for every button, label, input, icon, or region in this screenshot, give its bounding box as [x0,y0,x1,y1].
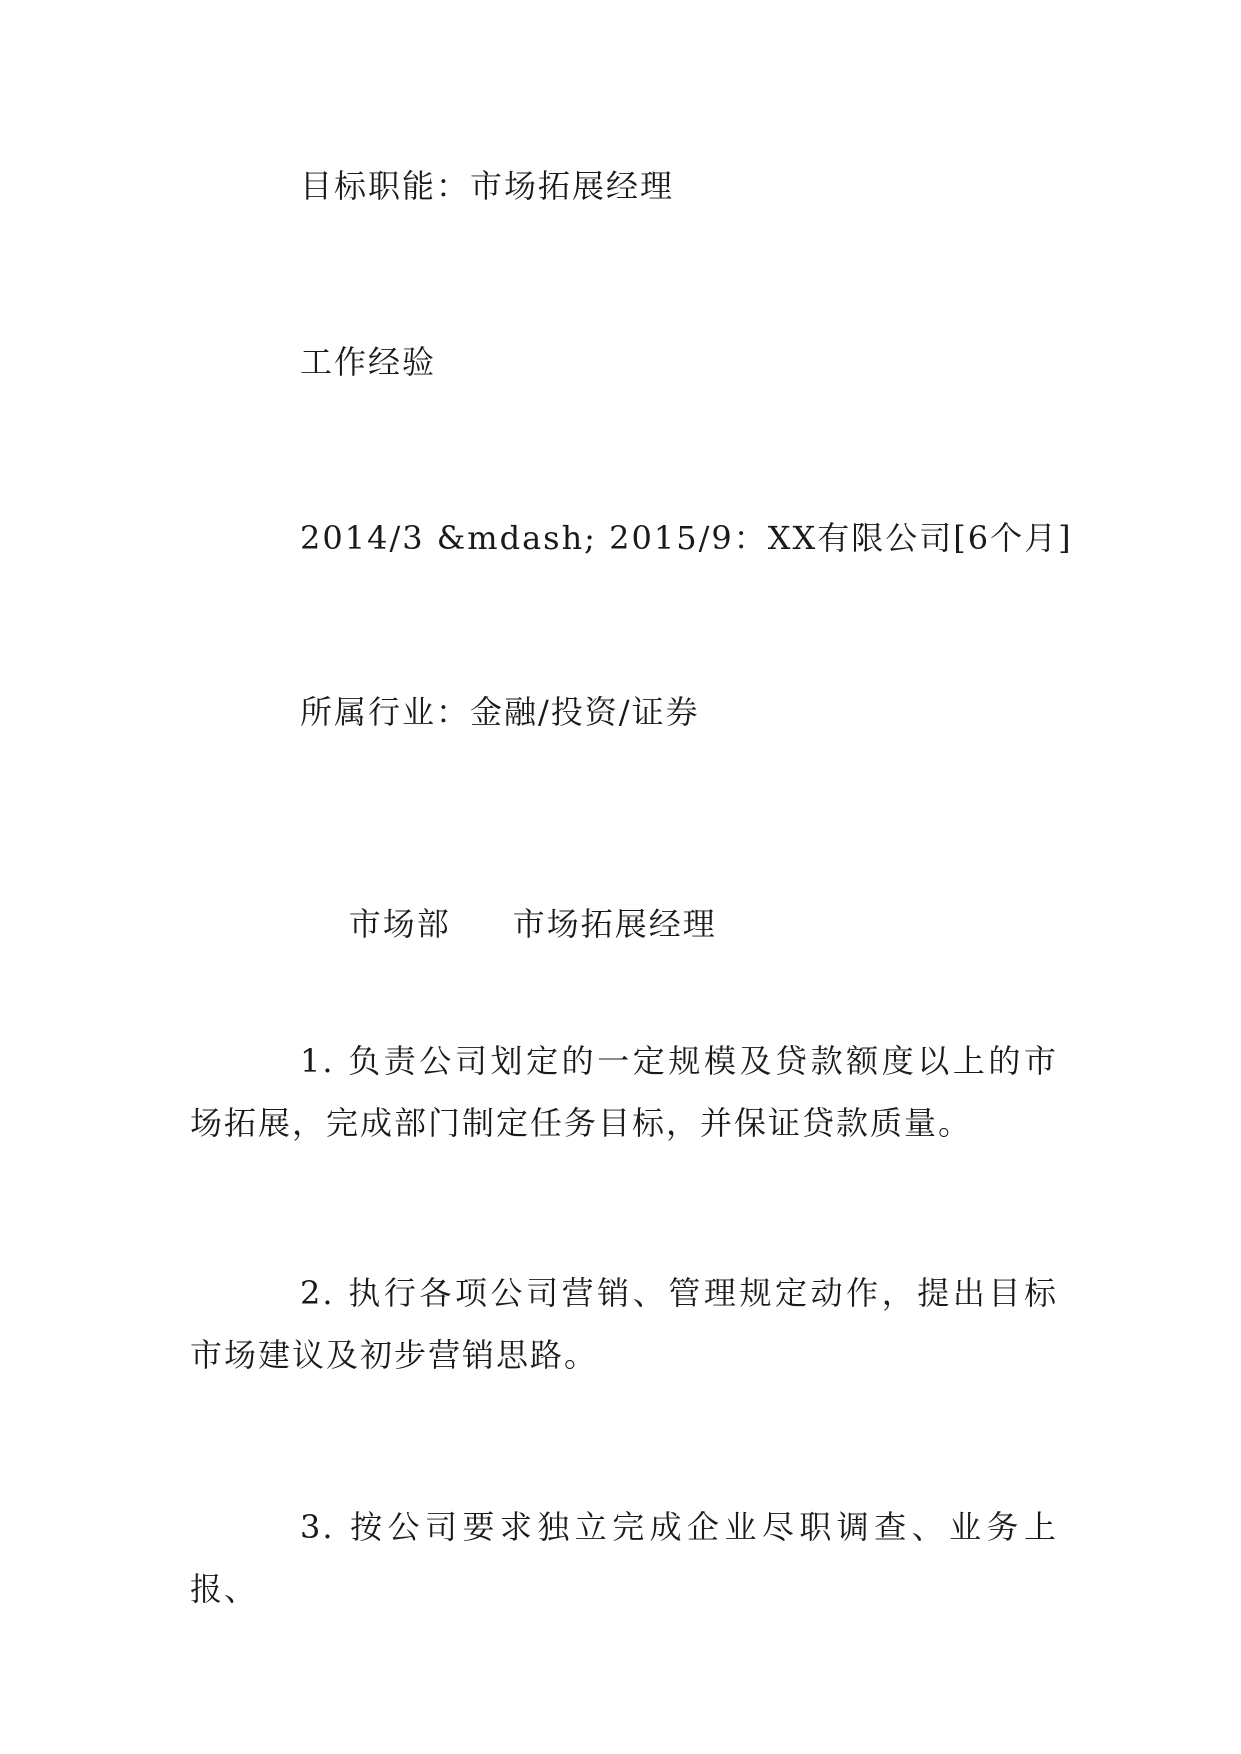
target-function-line: 目标职能：市场拓展经理 [300,167,675,205]
duty-item-1: 1. 负责公司划定的一定规模及贷款额度以上的市场拓展，完成部门制定任务目标，并保证贷款质量。 [190,1042,1058,1142]
duty-item-2: 2. 执行各项公司营销、管理规定动作，提出目标市场建议及初步营销思路。 [190,1274,1058,1374]
work-experience-heading: 工作经验 [300,343,437,381]
industry-line: 所属行业：金融/投资/证券 [300,693,700,731]
department-position-line [300,864,717,984]
duty-item-3: 3. 按公司要求独立完成企业尽职调查、业务上报、 [190,1508,1058,1608]
department-label: 市场部 [348,905,451,943]
position-label: 市场拓展经理 [512,905,717,943]
employment-period-line: 2014/3 &mdash; 2015/9：XX有限公司[6个月] [300,519,1073,557]
